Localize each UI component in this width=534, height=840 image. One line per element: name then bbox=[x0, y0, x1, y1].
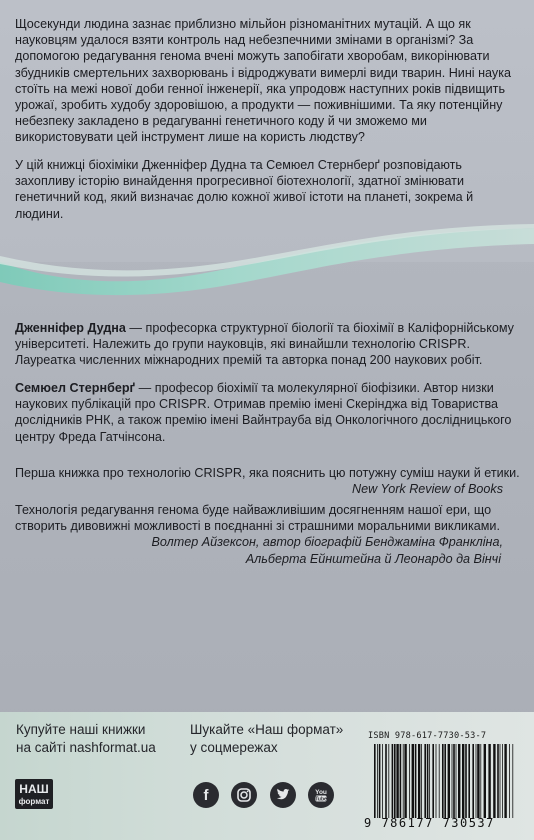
barcode-stripe bbox=[472, 744, 474, 818]
barcode-stripe bbox=[476, 744, 477, 818]
instagram-icon[interactable] bbox=[231, 782, 257, 808]
barcode-stripe bbox=[462, 744, 464, 818]
barcode-stripe bbox=[493, 744, 495, 818]
barcode-stripe bbox=[465, 744, 467, 818]
barcode-stripe bbox=[388, 744, 389, 818]
barcode-stripe bbox=[412, 744, 414, 818]
barcode-stripe bbox=[377, 744, 378, 818]
review-2 bbox=[15, 502, 523, 567]
barcode-stripe bbox=[480, 744, 481, 818]
author-bio-2 bbox=[15, 380, 523, 445]
facebook-icon[interactable] bbox=[193, 782, 219, 808]
barcode-stripe bbox=[392, 744, 394, 818]
publisher-logo bbox=[15, 779, 53, 809]
barcode-stripe bbox=[456, 744, 457, 818]
barcode-stripe bbox=[500, 744, 501, 818]
description-paragraph-2: У цій книжці біохіміки Дженніфер Дудна та Семюел Стернберґ розповідають захопливу історію винайдення прогресивної біотехнології, здатної змінювати генетичний код, який визначає долю кожної живої істоти на планеті, зокрема й людини. bbox=[15, 158, 474, 221]
author-bio-text: — професор біохімії та молекулярної біофізики. Автор низки наукових публікацій про CRISPR. Отримав премію імені Скерінджа від Товариства дослідників РНК, а також премію імені Вайнтрауба від Онкологічного дослідницького центру Фреда Гатчінсона. bbox=[15, 381, 512, 444]
barcode-stripe bbox=[458, 744, 460, 818]
barcode-stripe bbox=[484, 744, 486, 818]
review-1 bbox=[15, 465, 523, 497]
barcode-stripe bbox=[432, 744, 434, 818]
review-source: Альберта Ейнштейна й Леонардо да Вінчі bbox=[245, 551, 501, 566]
barcode-stripe bbox=[477, 744, 479, 818]
svg-text:You: You bbox=[315, 789, 327, 796]
barcode-stripe bbox=[385, 744, 387, 818]
barcode-stripe bbox=[403, 744, 404, 818]
barcode-stripe bbox=[400, 744, 402, 818]
barcode-stripe bbox=[512, 744, 513, 818]
social-line-2: у соцмережах bbox=[190, 740, 278, 755]
barcode-stripe bbox=[502, 744, 503, 818]
svg-text:Tube: Tube bbox=[315, 796, 327, 803]
barcode-stripe bbox=[415, 744, 417, 818]
barcode-stripe bbox=[453, 744, 455, 818]
svg-text:f: f bbox=[203, 787, 209, 804]
barcode-stripe bbox=[394, 744, 396, 818]
logo-bottom-text: формат bbox=[18, 797, 50, 806]
buy-line-1: Купуйте наші книжки bbox=[16, 722, 146, 737]
barcode-stripe bbox=[439, 744, 440, 818]
review-text: Перша книжка про технологію CRISPR, яка пояснить цю потужну суміш науки й етики. bbox=[15, 466, 520, 480]
review-source: New York Review of Books bbox=[352, 482, 503, 497]
buy-info bbox=[16, 721, 156, 757]
barcode-stripe bbox=[374, 744, 376, 818]
barcode-digits: 9 786177 730537 bbox=[364, 816, 495, 830]
youtube-icon[interactable] bbox=[308, 782, 334, 808]
barcode-stripe bbox=[424, 744, 426, 818]
author-name: Семюел Стернберґ bbox=[15, 381, 136, 395]
barcode-stripe bbox=[448, 744, 450, 818]
barcode bbox=[372, 744, 518, 818]
barcode-stripe bbox=[497, 744, 499, 818]
barcode-stripe bbox=[421, 744, 422, 818]
barcode-stripe bbox=[442, 744, 444, 818]
barcode-stripe bbox=[382, 744, 383, 818]
website-link[interactable]: на сайті nashformat.ua bbox=[16, 740, 156, 755]
barcode-stripe bbox=[427, 744, 429, 818]
barcode-stripe bbox=[504, 744, 506, 818]
barcode-stripe bbox=[509, 744, 510, 818]
review-source: Волтер Айзексон, автор біографій Бенджаміна Франкліна, bbox=[151, 535, 503, 550]
review-text: Технологія редагування генома буде найважливішим досягненням нашої ери, що створить дивовижні можливості в поєднанні зі страшними моральними викликами. bbox=[15, 503, 500, 534]
barcode-stripe bbox=[418, 744, 420, 818]
barcode-stripe bbox=[436, 744, 437, 818]
barcode-stripe bbox=[396, 744, 398, 818]
logo-top-text: НАШ bbox=[19, 782, 49, 796]
barcode-stripe bbox=[488, 744, 490, 818]
barcode-stripe bbox=[429, 744, 430, 818]
author-name: Дженніфер Дудна bbox=[15, 321, 126, 335]
barcode-stripe bbox=[444, 744, 446, 818]
barcode-stripe bbox=[409, 744, 410, 818]
author-bio-1 bbox=[15, 320, 523, 369]
barcode-stripe bbox=[379, 744, 381, 818]
barcode-stripe bbox=[404, 744, 406, 818]
social-line-1: Шукайте «Наш формат» bbox=[190, 722, 344, 737]
isbn-text: ISBN 978-617-7730-53-7 bbox=[368, 731, 487, 741]
description-paragraph-1: Щосекунди людина зазнає приблизно мільйон різноманітних мутацій. А що як науковцям удалося взяти контроль над небезпечними змінами в організмі? За допомогою редагування генома вчені можуть запобігати хворобам, викорінювати збудників смертельних захворювань і відроджувати вимерлі види тварин. Нині наука стоїть на межі нової доби генної інженерії, яка упродовж наступних років підвищить урожаї, зробить худобу здоровішою, а продукти — поживнішими. Та яку потенційну небезпеку закладено в редагуванні генетичного коду й чи зможемо ми використовувати цей інструмент лише на користь людству? bbox=[15, 17, 511, 145]
decorative-wave bbox=[0, 222, 534, 302]
barcode-stripe bbox=[452, 744, 453, 818]
barcode-stripe bbox=[468, 744, 470, 818]
social-info bbox=[190, 721, 343, 757]
twitter-icon[interactable] bbox=[270, 782, 296, 808]
author-bio-text: — професорка структурної біології та біохімії в Каліфорнійському університеті. Належить до групи науковців, які винайшли технологію CRISPR. Лауреатка численних міжнародних премій та авторка понад 200 наукових робіт. bbox=[15, 321, 514, 368]
